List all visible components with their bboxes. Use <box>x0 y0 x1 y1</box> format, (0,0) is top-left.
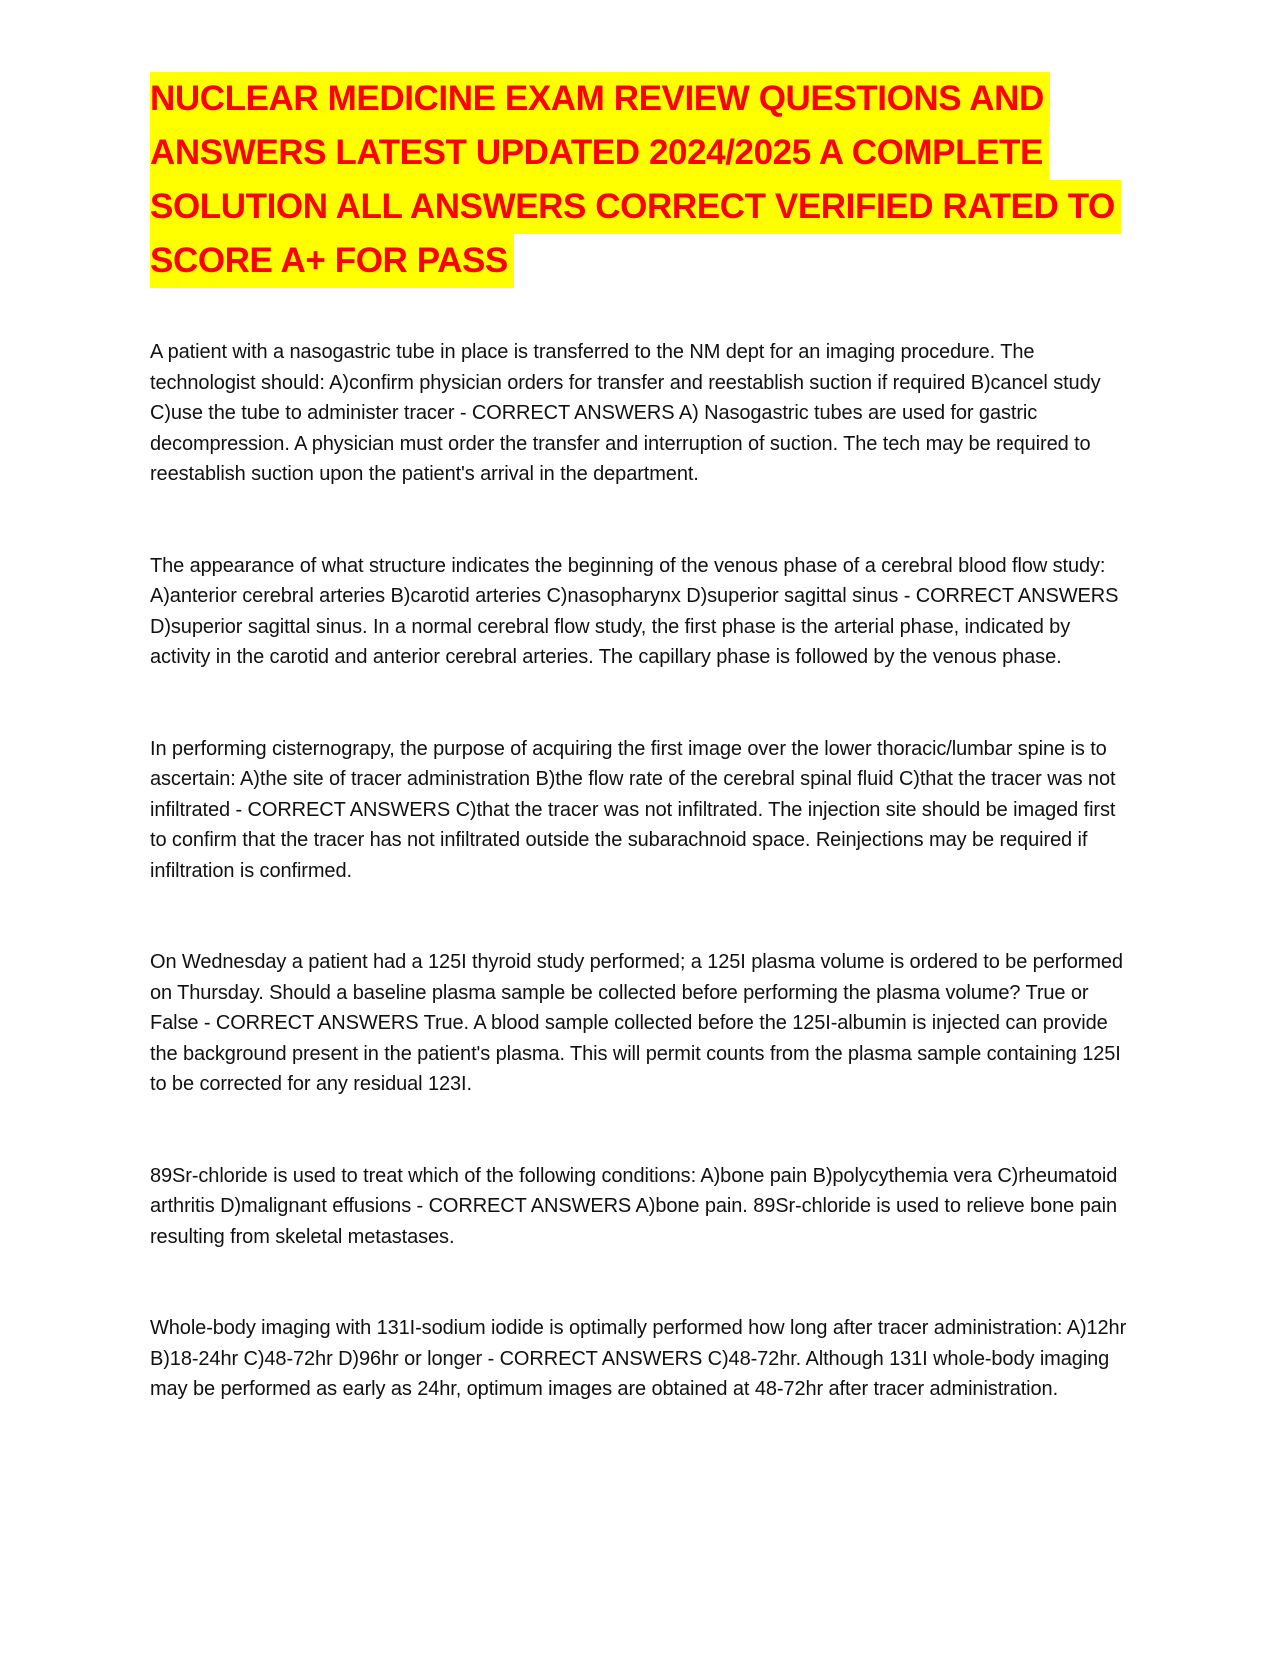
qa-item: On Wednesday a patient had a 125I thyroid study performed; a 125I plasma volume is ordered to be performed on Thursday. Should a baseline plasma sample be collected before performing the plasma volume? True or False - CORRECT ANSWERS True. A blood sample collected before the 125I-albumin is injected can provide the background present in the patient's plasma. This will permit counts from the plasma sample containing 125I to be corrected for any residual 123I. <box>150 951 1123 1095</box>
qa-item: The appearance of what structure indicates the beginning of the venous phase of a cerebral blood flow study: A)anterior cerebral arteries B)carotid arteries C)nasopharynx D)superior sagittal sinus - CORRECT ANSWERS D)superior sagittal sinus. In a normal cerebral flow study, the first phase is the arterial phase, indicated by activity in the carotid and anterior cerebral arteries. The capillary phase is followed by the venous phase. <box>150 554 1119 668</box>
qa-item: Whole-body imaging with 131I-sodium iodide is optimally performed how long after tracer administration: A)12hr B)18-24hr C)48-72hr D)96hr or longer - CORRECT ANSWERS C)48-72hr. Although 131I whole-body imaging may be performed as early as 24hr, optimum images are obtained at 48-72hr after tracer administration. <box>150 1317 1127 1400</box>
qa-item: In performing cisternograpy, the purpose of acquiring the first image over the lower thoracic/lumbar spine is to ascertain: A)the site of tracer administration B)the flow rate of the cerebral spinal fluid C)that the tracer was not infiltrated - CORRECT ANSWERS C)that the tracer was not infiltrated. The injection site should be imaged first to confirm that the tracer has not infiltrated outside the subarachnoid space. Reinjections may be required if infiltration is confirmed. <box>150 737 1116 882</box>
title-line: ANSWERS LATEST UPDATED 2024/2025 A COMPLETE <box>150 126 1049 180</box>
title-line: SOLUTION ALL ANSWERS CORRECT VERIFIED RATED TO <box>150 180 1121 234</box>
qa-item: A patient with a nasogastric tube in place is transferred to the NM dept for an imaging procedure. The technologist should: A)confirm physician orders for transfer and reestablish suction if required B)cancel study C)use the tube to administer tracer - CORRECT ANSWERS A) Nasogastric tubes are used for gastric decompression. A physician must order the transfer and interruption of suction. The tech may be required to reestablish suction upon the patient's arrival in the department. <box>150 341 1101 485</box>
title-line: SCORE A+ FOR PASS <box>150 234 514 288</box>
qa-item: 89Sr-chloride is used to treat which of the following conditions: A)bone pain B)polycythemia vera C)rheumatoid arthritis D)malignant effusions - CORRECT ANSWERS A)bone pain. 89Sr-chloride is used to relieve bone pain resulting from skeletal metastases. <box>150 1164 1118 1248</box>
qa-list <box>150 337 1130 1405</box>
document-title <box>150 72 1130 288</box>
title-line: NUCLEAR MEDICINE EXAM REVIEW QUESTIONS AND <box>150 72 1050 126</box>
